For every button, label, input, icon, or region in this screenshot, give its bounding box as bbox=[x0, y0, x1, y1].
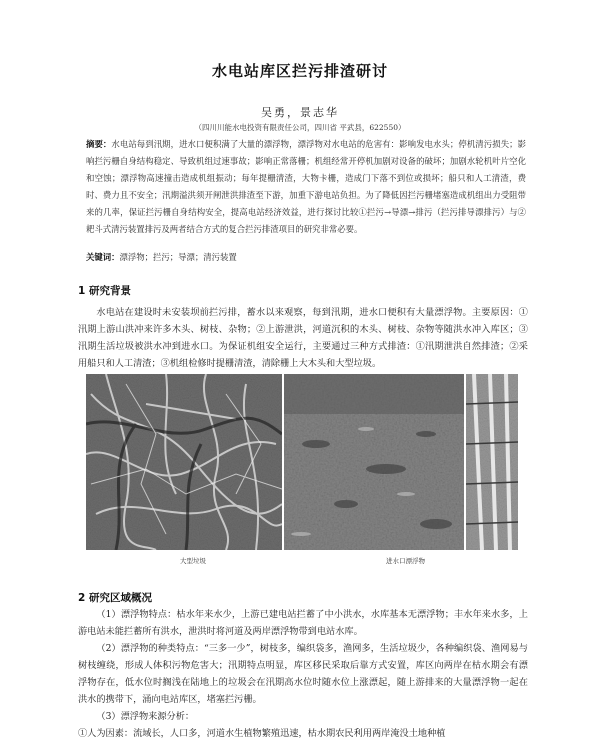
section2-heading: 2 研究区域概况 bbox=[78, 592, 152, 604]
figure-caption-right: 进水口漂浮物 bbox=[386, 557, 425, 565]
abstract bbox=[86, 136, 526, 238]
section2-paragraph-1: （1）漂浮物特点：枯水年来水少，上游已建电站拦蓄了中小洪水，水库基本无漂浮物；丰水年来水多，上游电站未能拦蓄所有洪水，泄洪时将河道及两岸漂浮物带到电站水库。 bbox=[78, 609, 528, 637]
section1-paragraph: 水电站在建设时未安装坝前拦污排，蓄水以来观察，每到汛期，进水口便积有大量漂浮物。主要原因：①汛期上游山洪冲来许多木头、树枝、杂物；②上游泄洪，河道沉积的木头、树枝、杂物等随洪水冲入库区；③汛期生活垃圾被洪水冲到进水口。为保证机组安全运行，主要通过三种方式排渣：①汛期泄洪自然排渣；②采用船只和人工清渣；③机组检修时提栅清渣，清除栅上大木头和大型垃圾。 bbox=[78, 307, 528, 369]
section2-paragraph-2: （2）漂浮物的种类特点：“三多一少”，树枝多，编织袋多，渔网多，生活垃圾少，各种编织袋、渔网易与树枝缠绕，形成人体积污物危害大；汛期特点明显，库区移民采取后靠方式安置，库区向两岸在枯水期会有漂浮物存在，低水位时搁浅在陆地上的垃圾会在汛期高水位时随水位上涨漂起，随上游排来的大量漂浮物一起在洪水的携带下，涌向电站库区，堵塞拦污栅。 bbox=[78, 643, 528, 705]
paper-affiliation: （四川川能水电投资有限责任公司，四川省 平武县，622550） bbox=[194, 123, 406, 132]
keywords-text: 漂浮物；拦污；导漂；清污装置 bbox=[119, 252, 237, 262]
figure-caption-left: 大型垃圾 bbox=[180, 557, 206, 565]
figure-photos bbox=[86, 374, 518, 550]
debris-photo bbox=[86, 374, 282, 550]
section1-body bbox=[78, 304, 528, 372]
trash-rack-photo bbox=[466, 374, 518, 550]
section2-paragraph-3: （3）漂浮物来源分析： bbox=[96, 711, 195, 722]
section2-body bbox=[78, 606, 528, 742]
keywords bbox=[86, 250, 526, 264]
section1-heading: 1 研究背景 bbox=[78, 285, 131, 297]
paper-authors: 吴勇，景志华 bbox=[261, 106, 339, 119]
section2-paragraph-4: ①人为因素：流域长，人口多，河道水生植物繁殖迅速，枯水期农民利用两岸淹没土地种植 bbox=[78, 728, 446, 739]
abstract-label: 摘要： bbox=[86, 139, 112, 149]
keywords-label: 关键词： bbox=[86, 252, 120, 262]
abstract-text: 水电站每到汛期，进水口便积满了大量的漂浮物，漂浮物对水电站的危害有：影响发电水头；停机清污损失；影响拦污栅自身结构稳定、导致机组过速事故；影响正常落栅；机组经常开停机加剧对设备的破坏；加剧水轮机叶片空化和空蚀；漂浮物高速撞击造成机组振动；每年提栅清渣，大物卡栅，造成门下落不到位或损坏；船只和人工清渣，费时、费力且不安全；汛期溢洪须开闸泄洪排渣至下游，加重下游电站负担。为了降低因拦污栅堵塞造成机组出力受阻带来的几率，保证拦污栅自身结构安全，提高电站经济效益，进行探讨比较①拦污→导漂→排污（拦污排导漂排污）与②耙斗式清污装置排污及两者结合方式的复合拦污排渣项目的研究非常必要。 bbox=[86, 139, 526, 234]
paper-title: 水电站库区拦污排渣研讨 bbox=[211, 62, 388, 80]
intake-debris-photo bbox=[284, 374, 464, 550]
